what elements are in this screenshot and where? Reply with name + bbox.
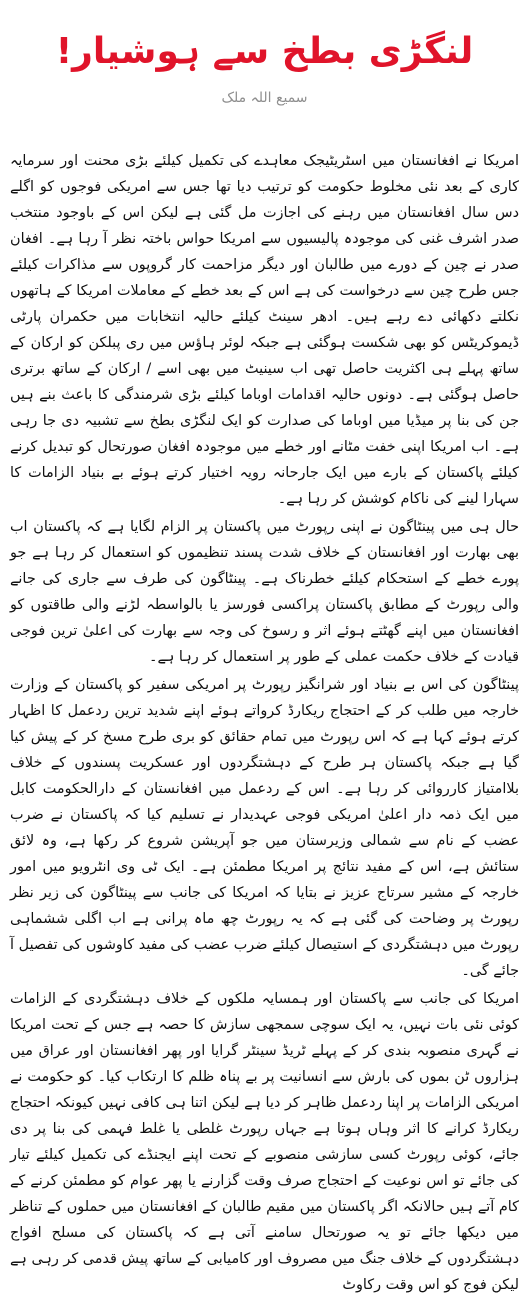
paragraph: پینٹاگون کی اس بے بنیاد اور شرانگیز رپورٹ پر امریکی سفیر کو پاکستان کے وزارت خارجہ میں طلب کر کے احتجاج ریکارڈ کرواتے ہوئے اپنے شدید ترین ردعمل کا اظہار کرتے ہوئے کہا ہے کہ اس رپورٹ میں تمام حقائق کو بری طرح مسخ کر کے پیش کیا گیا ہے جبکہ پاکستان ہر طرح کے دہشتگردوں اور عسکریت پسندوں کے خلاف بلاامتیاز کارروائی کر رہا ہے۔ اس کے ردعمل میں افغانستان کے دارالحکومت کابل میں ایک ذمہ دار اعلیٰ امریکی فوجی عہدیدار نے تسلیم کیا کہ پاکستان نے ضرب عضب کے نام سے شمالی وزیرستان میں جو آپریشن شروع کر رکھا ہے، وہ لائق ستائش ہے، اس کے مفید نتائج پر امریکا مطمئن ہے۔ ایک ٹی وی انٹرویو میں امور خارجہ کے مشیر سرتاج عزیز نے بتایا کہ امریکا کی جانب سے پینٹاگون کی زیر نظر رپورٹ پر وضاحت کی گئی ہے کہ یہ رپورٹ چھ ماہ پرانی ہے اب اگلی ششماہی رپورٹ میں دہشتگردی کے استیصال کیلئے ضرب عضب کی مفید کاوشوں کی تفصیل آ جائے گی۔	[10, 677, 519, 979]
article-body	[10, 148, 519, 1293]
headline: لنگڑی بطخ سے ہوشیار!	[55, 31, 474, 72]
paragraph: امریکا نے افغانستان میں اسٹریٹیجک معاہدے کی تکمیل کیلئے بڑی محنت اور سرمایہ کاری کے بعد نئی مخلوط حکومت کو ترتیب دیا تھا جس سے امریکی فوجوں کو اگلے دس سال افغانستان میں رہنے کی اجازت مل گئی ہے لیکن اس کے باوجود منتخب صدر اشرف غنی کی موجودہ پالیسیوں سے امریکا حواس باختہ نظر آ رہا ہے۔ افغان صدر نے چین کے دورے میں طالبان اور دیگر مزاحمت کار گروپوں سے مذاکرات کیلئے جس طرح چین سے درخواست کی ہے اس کے بعد خطے کے معاملات امریکا کے ہاتھوں نکلتے دکھائی دے رہے ہیں۔ ادھر سینٹ کیلئے حالیہ انتخابات میں حکمران پارٹی ڈیموکریٹس کو بھی شکست ہوگئی ہے جبکہ لوئر ہاؤس میں ری پبلکن کو ارکان کے ساتھ پہلے ہی اکثریت حاصل تھی اب سینیٹ میں بھی اسے / ارکان کے ساتھ برتری حاصل ہوگئی ہے۔ دونوں حالیہ اقدامات اوباما کیلئے بڑی شرمندگی کا باعث بنے ہیں جن کی بنا پر میڈیا میں اوباما کی صدارت کو ایک لنگڑی بطخ سے تشبیہ دی جا رہی ہے۔ اب امریکا اپنی خفت مٹانے اور خطے میں موجودہ افغان صورتحال کو تبدیل کرنے کیلئے پاکستان کے بارے میں ایک جارحانہ رویہ اختیار کرتے ہوئے بے بنیاد الزامات کا سہارا لینے کی ناکام کوشش کر رہا ہے۔	[10, 153, 519, 507]
paragraph: حال ہی میں پینٹاگون نے اپنی رپورٹ میں پاکستان پر الزام لگایا ہے کہ پاکستان اب بھی بھارت اور افغانستان کے خلاف شدت پسند تنظیموں کو استعمال کر رہا ہے جو پورے خطے کے استحکام کیلئے خطرناک ہے۔ پینٹاگون کی طرف سے جاری کی جانے والی رپورٹ کے مطابق پاکستان پراکسی فورسز یا بالواسطہ لڑنے والی طاقتوں کو افغانستان میں اپنے گھٹتے ہوئے اثر و رسوخ کی وجہ سے بھارت کی اعلیٰ ترین فوجی قیادت کے خلاف حکمت عملی کے طور پر استعمال کر رہا ہے۔	[10, 519, 519, 665]
paragraph: امریکا کی جانب سے پاکستان اور ہمسایہ ملکوں کے خلاف دہشتگردی کے الزامات کوئی نئی بات نہیں، یہ ایک سوچی سمجھی سازش کا حصہ ہے جس کے تحت امریکا نے گہری منصوبہ بندی کر کے پہلے ٹریڈ سینٹر گرایا اور پھر افغانستان اور عراق میں ہزاروں ٹن بموں کی بارش سے انسانیت پر بے پناہ ظلم کا ارتکاب کیا۔ کو حکومت نے امریکی الزامات پر اپنا ردعمل ظاہر کر دیا ہے لیکن اتنا ہی کافی نہیں کیونکہ احتجاج ریکارڈ کرانے کا اثر وہاں ہوتا ہے جہاں رپورٹ غلطی یا غلط فہمی کی بنا پر دی جائے، کوئی رپورٹ کسی سازشی منصوبے کے تحت اپنے ایجنڈے کی تکمیل کیلئے تیار کی جائے تو اس نوعیت کے احتجاج صرف وقت گزارنے یا پھر عوام کو مطمئن کرنے کے کام آتے ہیں حالانکہ اگر پاکستان میں مقیم طالبان کے افغانستان میں حملوں کے تناظر میں دیکھا جائے تو یہ صورتحال سامنے آتی ہے کہ پاکستان کی مسلح افواج دہشتگردوں کے خلاف جنگ میں مصروف اور کامیابی کے ساتھ پیش قدمی کر رہی ہے لیکن فوج کو اس وقت رکاوٹ	[10, 991, 519, 1293]
author-byline: سمیع اللہ ملک	[221, 90, 308, 106]
